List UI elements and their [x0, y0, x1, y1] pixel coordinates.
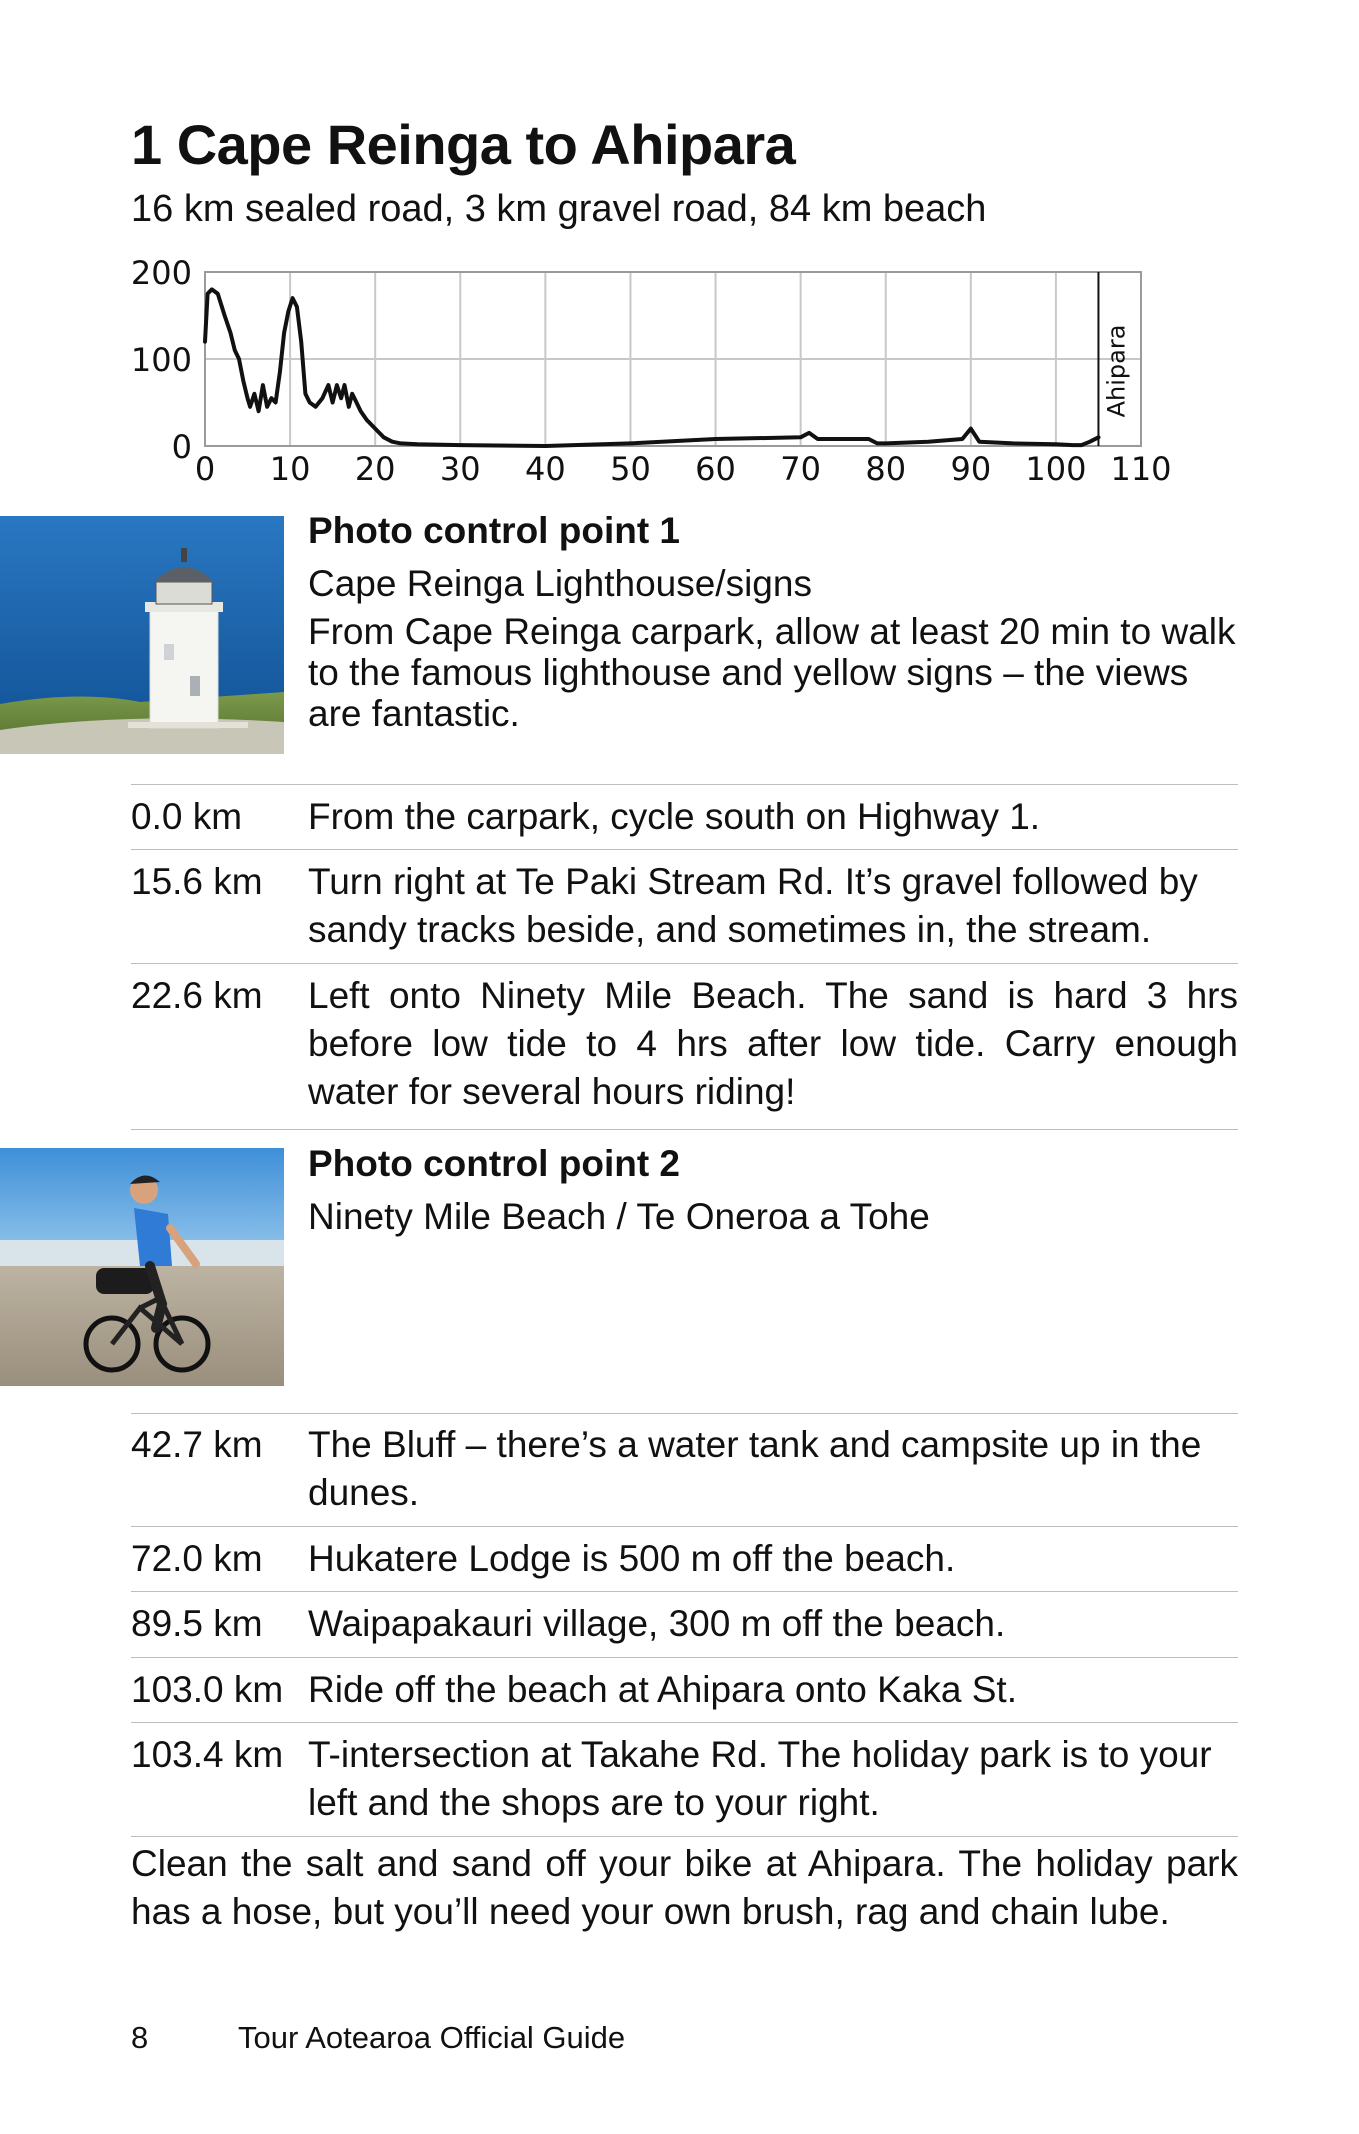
y-axis-ticks: [131, 258, 192, 466]
x-tick-label: 110: [1110, 450, 1172, 488]
pcp-title: Photo control point 2: [308, 1143, 681, 1184]
chart-grid: [205, 272, 1141, 446]
cue-distance: 103.0 km: [131, 1669, 284, 1710]
pcp-description: From Cape Reinga carpark, allow at least 20 min to walk to the famous lighthouse and yellow signs – the views are fantastic.: [308, 611, 1236, 734]
x-tick-label: 100: [1025, 450, 1087, 488]
page-title: 1 Cape Reinga to Ahipara: [131, 113, 796, 176]
cue-instruction: Turn right at Te Paki Stream Rd. It’s gravel followed by sandy tracks beside, and sometimes in, the stream.: [308, 861, 1198, 950]
pcp-title: Photo control point 1: [308, 510, 681, 551]
x-tick-label: 0: [194, 450, 216, 488]
x-tick-label: 70: [780, 450, 821, 488]
x-tick-label: 30: [439, 450, 481, 488]
cyclist-beach-photo: [0, 1148, 284, 1386]
divider: [131, 784, 1238, 785]
cue-instruction: The Bluff – there’s a water tank and campsite up in the dunes.: [308, 1424, 1202, 1513]
x-axis-ticks: [195, 450, 1172, 488]
cue-instruction: Waipapakauri village, 300 m off the beach.: [308, 1603, 1006, 1644]
cue-distance: 0.0 km: [131, 796, 243, 837]
footer-guide-title: Tour Aotearoa Official Guide: [238, 2020, 626, 2055]
divider: [131, 1722, 1238, 1723]
lighthouse-photo: [0, 516, 284, 754]
x-tick-label: 90: [950, 450, 992, 488]
elevation-profile-chart: [100, 258, 1200, 488]
divider: [131, 1129, 1238, 1130]
photo-control-point-2: [308, 1138, 1238, 1244]
pcp-subtitle: Cape Reinga Lighthouse/signs: [308, 563, 812, 604]
divider: [131, 849, 1238, 850]
page-number: 8: [131, 2020, 149, 2055]
cue-distance: 72.0 km: [131, 1538, 263, 1579]
y-tick-label: 0: [171, 428, 192, 466]
closing-note: Clean the salt and sand off your bike at Ahipara. The holiday park has a hose, but you’ll need your own brush, rag and chain lube.: [131, 1843, 1238, 1932]
cue-instruction: From the carpark, cycle south on Highway 1.: [308, 796, 1041, 837]
x-tick-label: 20: [354, 450, 396, 488]
divider: [131, 1591, 1238, 1592]
annotation-label: Ahipara: [1102, 324, 1131, 418]
divider: [131, 1836, 1238, 1837]
divider: [131, 1413, 1238, 1414]
cue-distance: 103.4 km: [131, 1734, 284, 1775]
x-tick-label: 60: [695, 450, 736, 488]
pcp-subtitle: Ninety Mile Beach / Te Oneroa a Tohe: [308, 1196, 930, 1237]
divider: [131, 1526, 1238, 1527]
y-tick-label: 100: [130, 341, 192, 379]
x-tick-label: 40: [525, 450, 566, 488]
divider: [131, 1657, 1238, 1658]
y-tick-label: 200: [130, 258, 192, 292]
cue-distance: 22.6 km: [131, 975, 263, 1016]
elevation-series-line: [205, 289, 1099, 446]
route-surface-summary: 16 km sealed road, 3 km gravel road, 84 km beach: [131, 188, 987, 230]
cue-distance: 15.6 km: [131, 861, 263, 902]
x-tick-label: 10: [269, 450, 311, 488]
cue-instruction: Hukatere Lodge is 500 m off the beach.: [308, 1538, 956, 1579]
x-tick-label: 80: [865, 450, 907, 488]
cue-instruction: Left onto Ninety Mile Beach. The sand is hard 3 hrs before low tide to 4 hrs after low tide. Carry enough water for several hours riding!: [308, 975, 1238, 1112]
cue-instruction: T-intersection at Takahe Rd. The holiday park is to your left and the shops are to your right.: [308, 1734, 1212, 1823]
chart-annotations: [1098, 272, 1130, 446]
photo-control-point-1: [308, 505, 1238, 734]
divider: [131, 963, 1238, 964]
cue-distance: 89.5 km: [131, 1603, 263, 1644]
x-tick-label: 50: [610, 450, 651, 488]
cue-instruction: Ride off the beach at Ahipara onto Kaka St.: [308, 1669, 1017, 1710]
cue-distance: 42.7 km: [131, 1424, 263, 1465]
